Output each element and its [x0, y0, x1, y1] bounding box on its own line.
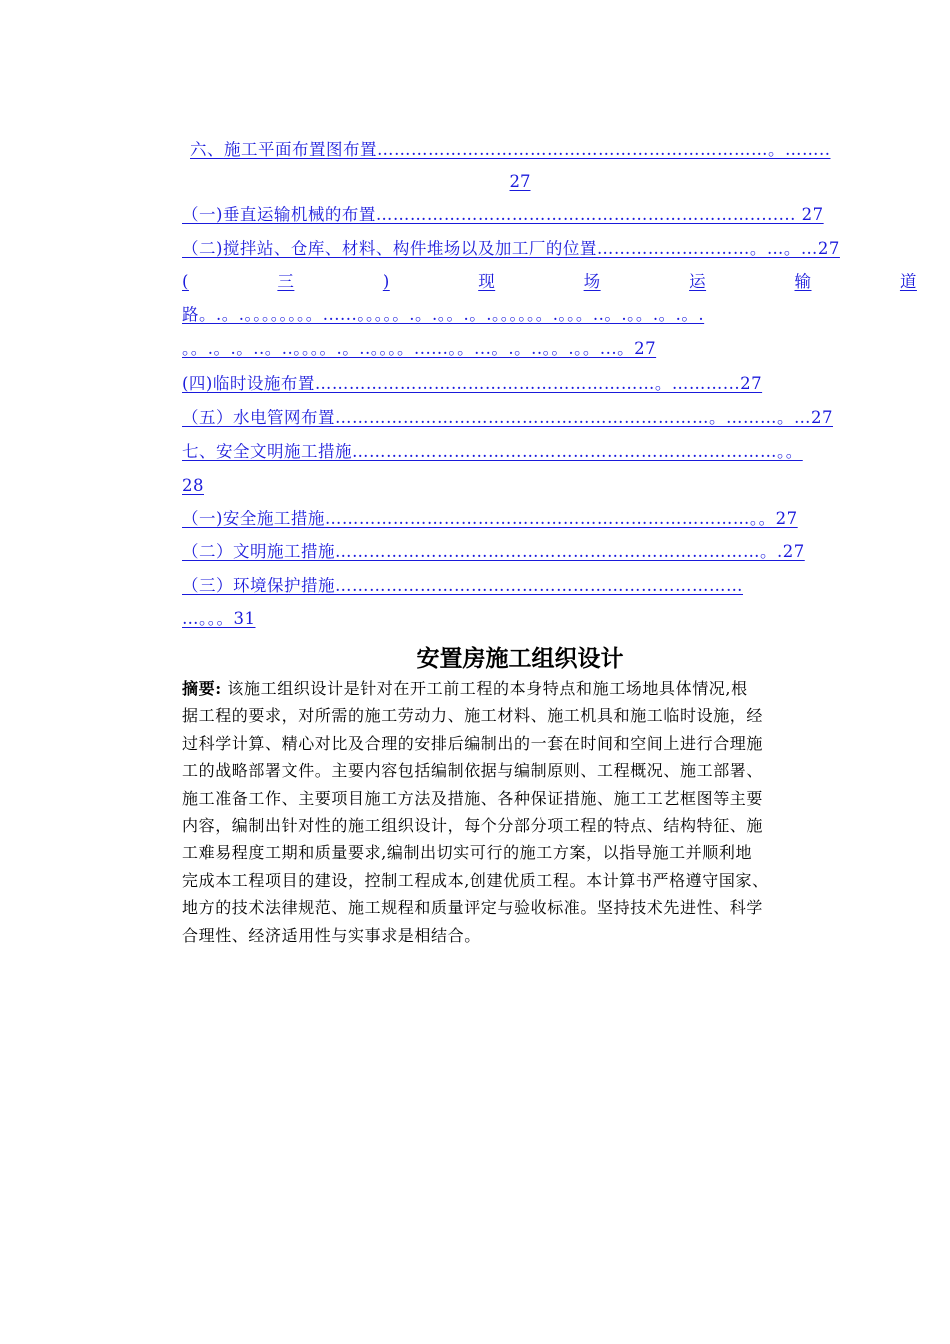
- abstract-line: 过科学计算、精心对比及合理的安排后编制出的一套在时间和空间上进行合理施: [182, 733, 764, 753]
- toc-entry-6-3-cont[interactable]: 路。.。.。。。。。。。。......。。。。。.。.。。.。.。。。。。。.。。。..。.。。.。.。.: [182, 305, 705, 324]
- abstract-line: 工的战略部署文件。主要内容包括编制依据与编制原则、工程概况、施工部署、: [182, 761, 764, 781]
- toc-entry-6-3-cont2[interactable]: 。。.。.。..。..。。。。.。..。。。。......。。...。.。..。。.。。...。27: [182, 339, 657, 358]
- abstract-line: 施工准备工作、主要项目施工方法及措施、各种保证措施、施工工艺框图等主要: [182, 788, 764, 808]
- abstract-line: 完成本工程项目的建设，控制工程成本,创建优质工程。本计算书严格遵守国家、: [182, 870, 769, 890]
- toc-entry-7-3-cont[interactable]: …。。。31: [182, 609, 256, 628]
- toc-char: ): [382, 272, 390, 291]
- abstract: [182, 675, 872, 949]
- abstract-line: [182, 675, 872, 702]
- abstract-line: 工难易程度工期和质量要求,编制出切实可行的施工方案，以指导施工并顺利地: [182, 843, 753, 863]
- toc-entry-7-3[interactable]: （三）环境保护措施………………………………………………………………: [182, 576, 743, 595]
- toc-entry-7[interactable]: 七、安全文明施工措施…………………………………………………………………。。: [182, 442, 803, 461]
- abstract-text: 该施工组织设计是针对在开工前工程的本身特点和施工场地具体情况,根: [221, 679, 748, 698]
- toc-entry-7-page[interactable]: 28: [182, 476, 204, 495]
- toc-char: 输: [794, 272, 812, 291]
- toc-entry-6-page[interactable]: 27: [509, 172, 531, 191]
- toc-entry-7-2[interactable]: （二）文明施工措施…………………………………………………………………。.27: [182, 542, 805, 561]
- abstract-line: 据工程的要求，对所需的施工劳动力、施工材料、施工机具和施工临时设施，经: [182, 706, 764, 726]
- toc-char: 场: [583, 272, 601, 291]
- toc-entry-6-4[interactable]: (四)临时设施布置……………………………………………………。………...27: [182, 374, 763, 393]
- toc-char: 现: [478, 272, 496, 291]
- document-title: 安置房施工组织设计: [416, 646, 624, 672]
- abstract-line: 合理性、经济适用性与实事求是相结合。: [182, 925, 481, 945]
- toc-entry-6-5[interactable]: （五）水电管网布置…………………………………………………………。………。…27: [182, 408, 833, 427]
- toc-entry-6-1[interactable]: （一)垂直运输机械的布置…………………………………………………………........ 27: [182, 205, 824, 224]
- toc-char: 三: [277, 272, 295, 291]
- abstract-line: 内容，编制出针对性的施工组织设计，每个分部分项工程的特点、结构特征、施: [182, 816, 764, 836]
- toc-entry-6-2[interactable]: （二)搅拌站、仓库、材料、构件堆场以及加工厂的位置………………………。…。…27: [182, 239, 840, 258]
- abstract-line: 地方的技术法律规范、施工规程和质量评定与验收标准。坚持技术先进性、科学: [182, 898, 764, 918]
- toc-entry-6-3[interactable]: [182, 270, 917, 294]
- toc-char: 运: [689, 272, 707, 291]
- toc-char: (: [182, 272, 189, 291]
- abstract-label: 摘要:: [182, 679, 222, 698]
- toc-entry-6[interactable]: 六、施工平面布置图布置……………………………………………………………。……..: [190, 140, 831, 159]
- toc-entry-7-1[interactable]: （一)安全施工措施…………………………………………………………………。。27: [182, 509, 798, 528]
- toc-char: 道: [899, 272, 917, 291]
